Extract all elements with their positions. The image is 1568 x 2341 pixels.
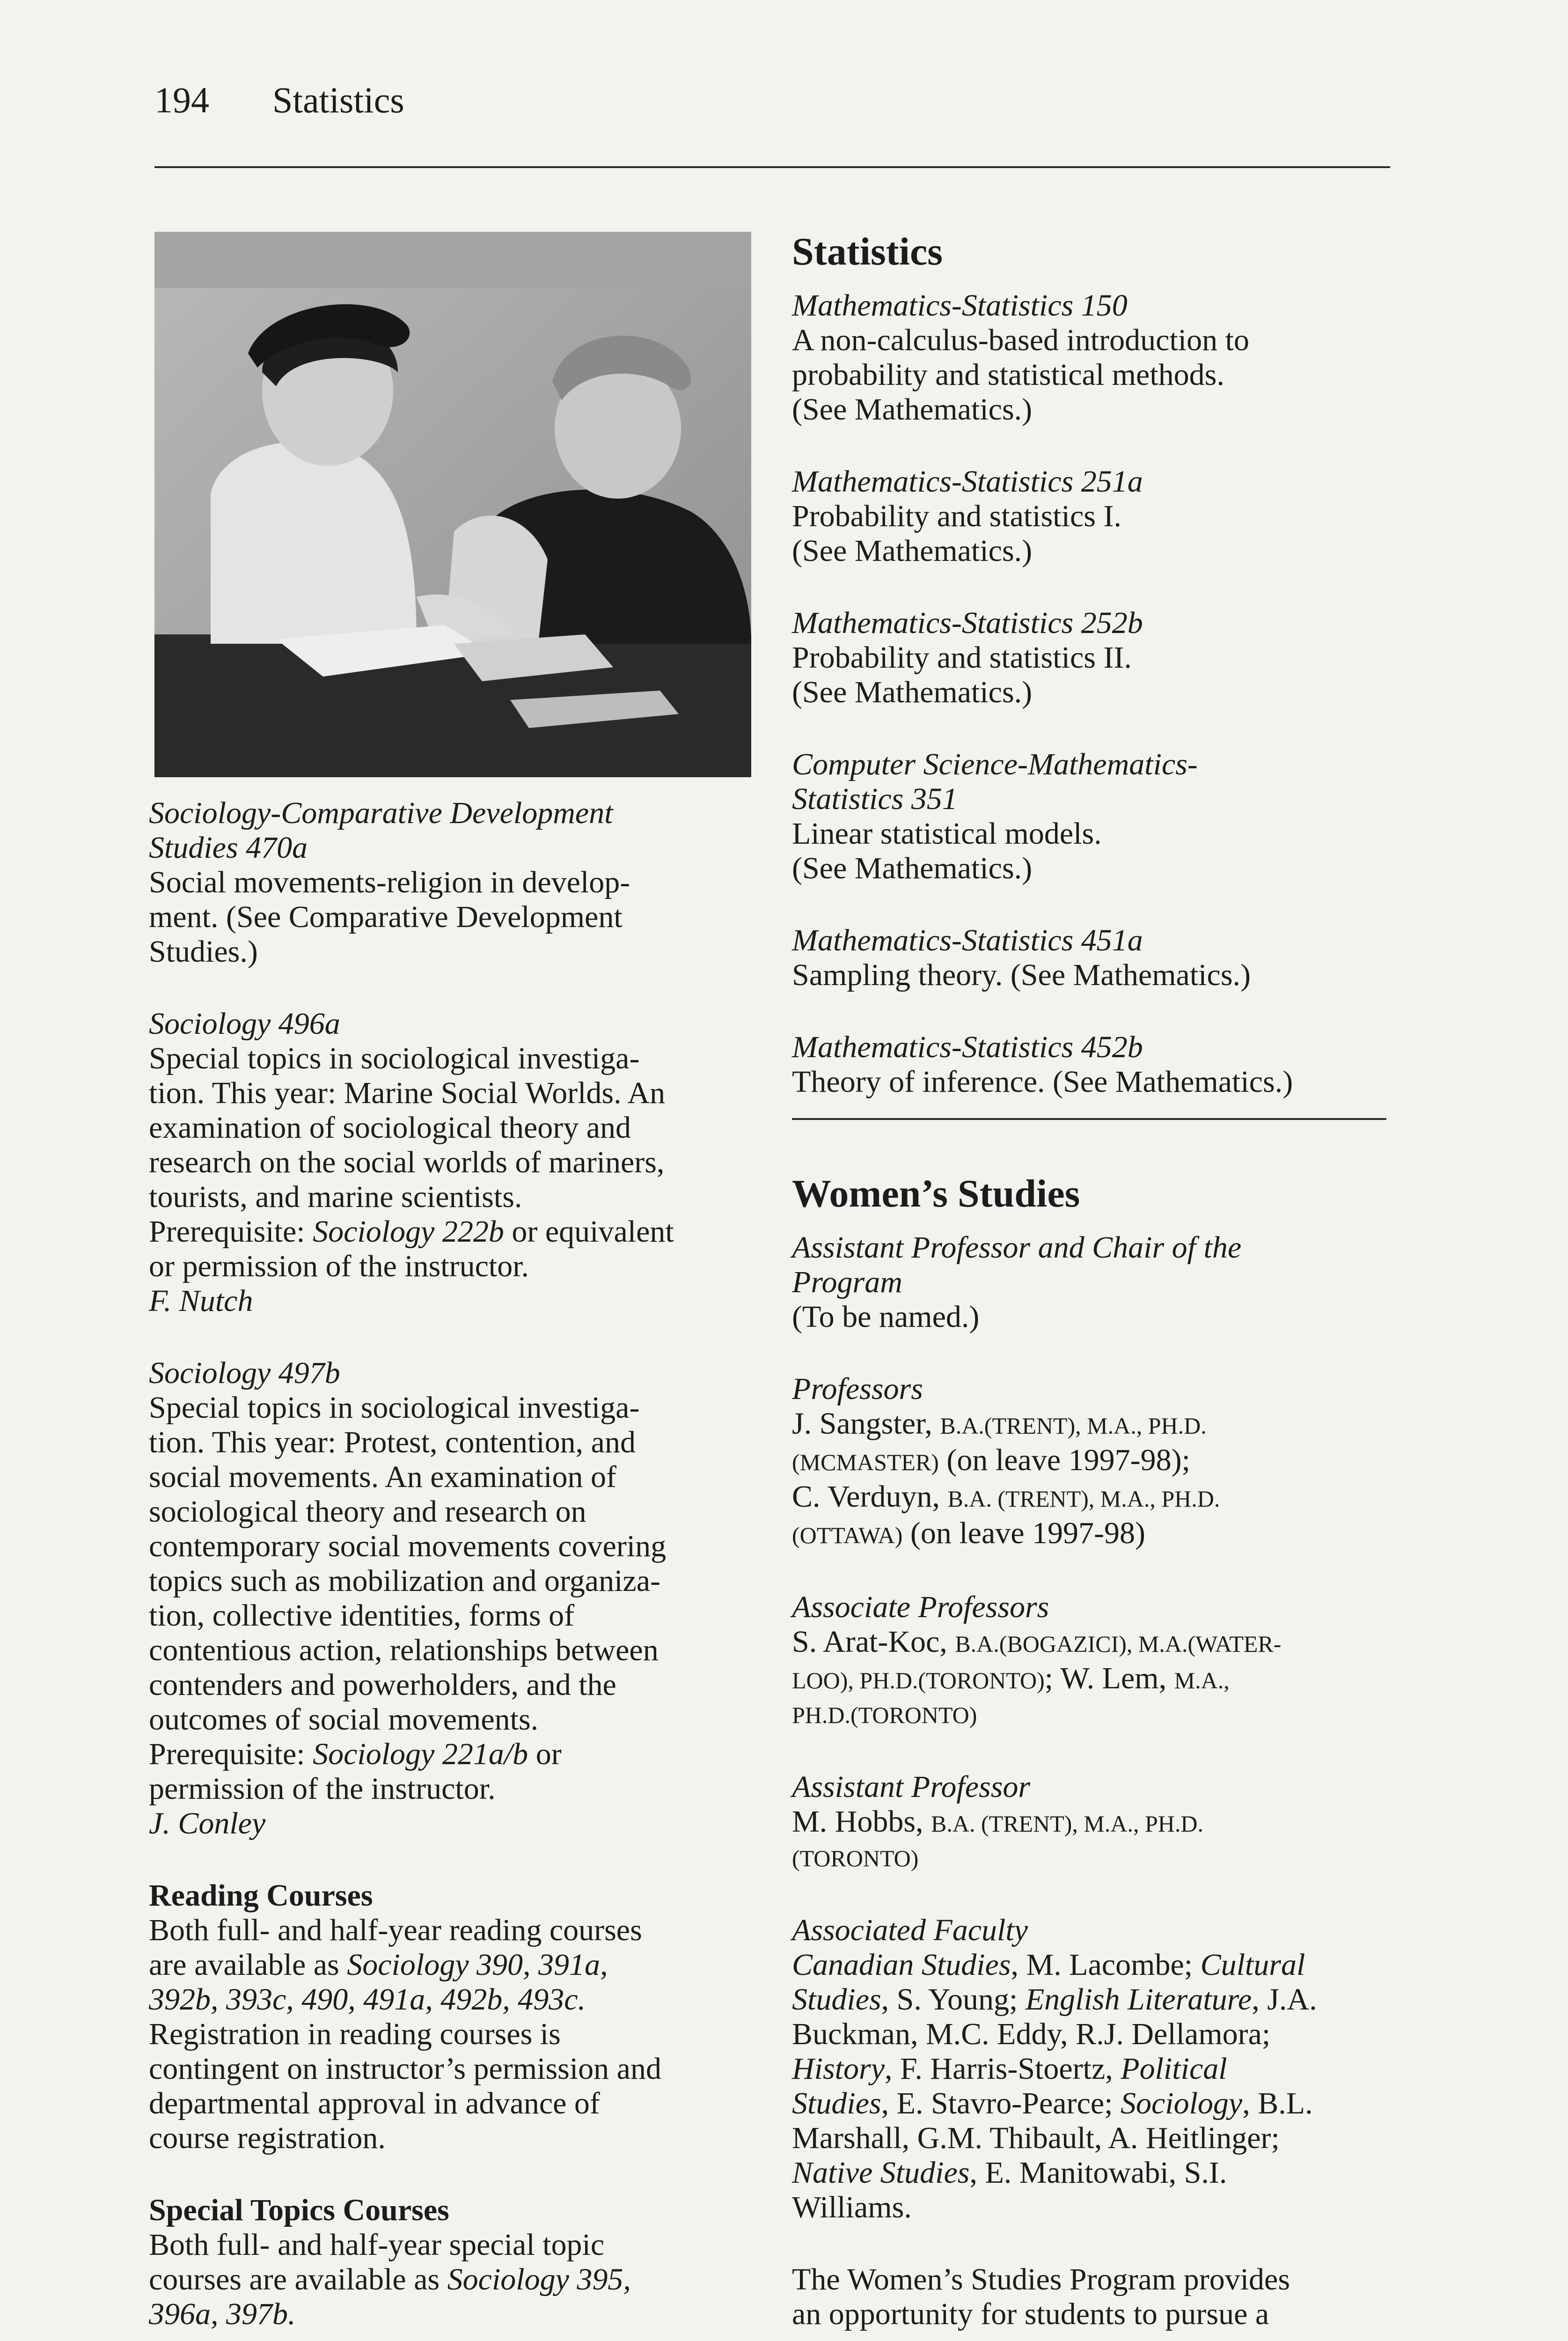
course-title: Studies 470a bbox=[149, 831, 308, 865]
instructor: J. Conley bbox=[149, 1806, 266, 1840]
page-header bbox=[154, 82, 404, 118]
course-description: sociological theory and research on bbox=[149, 1494, 586, 1529]
associate-professors: Associate Professors S. Arat-Koc, B.A.(BOGAZICI), M.A.(WATER- LOO), PH.D.(TORONTO); W. Lem, M.A., PH.D.(TORONTO) bbox=[792, 1590, 1282, 1728]
special-topics-heading: Special Topics Courses bbox=[149, 2193, 449, 2227]
running-title: Statistics bbox=[272, 80, 404, 120]
course-description: topics such as mobilization and organiza- bbox=[149, 1564, 660, 1598]
womens-studies-heading: Women’s Studies bbox=[792, 1172, 1080, 1215]
course-entry-stat-150: Mathematics-Statistics 150 A non-calculus-based introduction to probability and statistical methods. (See Mathematics.) bbox=[792, 288, 1400, 427]
course-entry-soc-496a bbox=[149, 1007, 757, 1318]
course-description: Social movements-religion in develop- bbox=[149, 865, 630, 899]
course-title: Mathematics-Statistics 451a bbox=[792, 923, 1143, 957]
course-description: tion. This year: Marine Social Worlds. An bbox=[149, 1076, 666, 1110]
course-title: Sociology 496a bbox=[149, 1007, 340, 1041]
course-description: tion, collective identities, forms of bbox=[149, 1598, 575, 1633]
course-title: Statistics 351 bbox=[792, 782, 958, 816]
course-title: Sociology-Comparative Development bbox=[149, 796, 613, 830]
course-description: social movements. An examination of bbox=[149, 1460, 616, 1494]
assistant-professor: Assistant Professor M. Hobbs, B.A. (TRENT), M.A., PH.D. (TORONTO) bbox=[792, 1770, 1203, 1871]
course-entry-stat-351: Computer Science-Mathematics- Statistics 351 Linear statistical models. (See Mathematics.) bbox=[792, 747, 1400, 886]
course-entry-stat-251a: Mathematics-Statistics 251a Probability and statistics I. (See Mathematics.) bbox=[792, 464, 1400, 568]
course-title: Mathematics-Statistics 452b bbox=[792, 1030, 1143, 1064]
course-entry-stat-452b: Mathematics-Statistics 452b Theory of inference. (See Mathematics.) bbox=[792, 1030, 1400, 1099]
course-description: ment. (See Comparative Development bbox=[149, 900, 623, 934]
course-description: Special topics in sociological investiga- bbox=[149, 1041, 640, 1075]
course-title: Mathematics-Statistics 252b bbox=[792, 606, 1143, 640]
instructor: F. Nutch bbox=[149, 1284, 253, 1318]
special-topics-courses: Special Topics Courses Both full- and half-year special topic courses are available as Sociology 395, 396a, 397b. bbox=[149, 2193, 757, 2332]
course-description: Special topics in sociological investiga- bbox=[149, 1391, 640, 1425]
chair: Assistant Professor and Chair of the Program (To be named.) bbox=[792, 1230, 1242, 1334]
section-rule bbox=[792, 1118, 1386, 1120]
course-description: outcomes of social movements. bbox=[149, 1702, 539, 1737]
associated-faculty: Associated Faculty Canadian Studies, M. Lacombe; Cultural Studies, S. Young; English Literature, J.A. Buckman, M.C. Eddy, R.J. Dellamora; History, F. Harris-Stoertz, Political Studies, E. Stavro-Pearce; Sociology, B.L. Marshall, G.M. Thibault, A. Heitlinger; Native Studies, E. Manitowabi, S.I. Williams. bbox=[792, 1913, 1317, 2224]
course-title: Computer Science-Mathematics- bbox=[792, 747, 1198, 781]
course-description: contentious action, relationships between bbox=[149, 1633, 659, 1667]
professors: Professors J. Sangster, B.A.(TRENT), M.A., PH.D. (MCMASTER) (on leave 1997-98); C. Verduyn, B.A. (TRENT), M.A., PH.D. (OTTAWA) (on leave 1997-98) bbox=[792, 1372, 1220, 1550]
course-description: tion. This year: Protest, contention, and bbox=[149, 1425, 636, 1459]
prerequisite: or permission of the instructor. bbox=[149, 1249, 529, 1283]
reading-courses-heading: Reading Courses bbox=[149, 1878, 373, 1913]
reading-courses: Reading Courses Both full- and half-year reading courses are available as Sociology 390, 391a, 392b, 393c, 490, 491a, 492b, 493c. Registration in reading courses is contingent on instructor’s permission and departmental approval in advance of course registration. bbox=[149, 1878, 757, 2156]
course-entry-soc-470a bbox=[149, 796, 757, 969]
students-photo bbox=[154, 232, 751, 777]
course-entry-stat-451a: Mathematics-Statistics 451a Sampling theory. (See Mathematics.) bbox=[792, 923, 1400, 993]
prerequisite: Prerequisite: Sociology 222b or equivalent bbox=[149, 1215, 674, 1249]
left-column bbox=[149, 796, 757, 2341]
course-entry-soc-497b bbox=[149, 1356, 757, 1841]
course-description: tourists, and marine scientists. bbox=[149, 1180, 522, 1214]
header-rule bbox=[154, 166, 1390, 168]
prerequisite: permission of the instructor. bbox=[149, 1772, 496, 1806]
page-number: 194 bbox=[154, 80, 209, 120]
course-description: examination of sociological theory and bbox=[149, 1111, 631, 1145]
prerequisite: Prerequisite: Sociology 221a/b or bbox=[149, 1737, 562, 1771]
program-description: The Women’s Studies Program provides an opportunity for students to pursue a bbox=[792, 2262, 1290, 2331]
course-title: Sociology 497b bbox=[149, 1356, 340, 1390]
statistics-heading: Statistics bbox=[792, 230, 943, 273]
course-title: Mathematics-Statistics 150 bbox=[792, 288, 1128, 323]
course-title: Mathematics-Statistics 251a bbox=[792, 464, 1143, 499]
course-entry-stat-252b: Mathematics-Statistics 252b Probability and statistics II. (See Mathematics.) bbox=[792, 606, 1400, 710]
course-description: research on the social worlds of mariners, bbox=[149, 1145, 665, 1179]
course-description: Studies.) bbox=[149, 935, 258, 969]
right-column bbox=[792, 229, 1400, 2341]
course-description: contemporary social movements covering bbox=[149, 1529, 667, 1563]
course-description: contenders and powerholders, and the bbox=[149, 1668, 616, 1702]
